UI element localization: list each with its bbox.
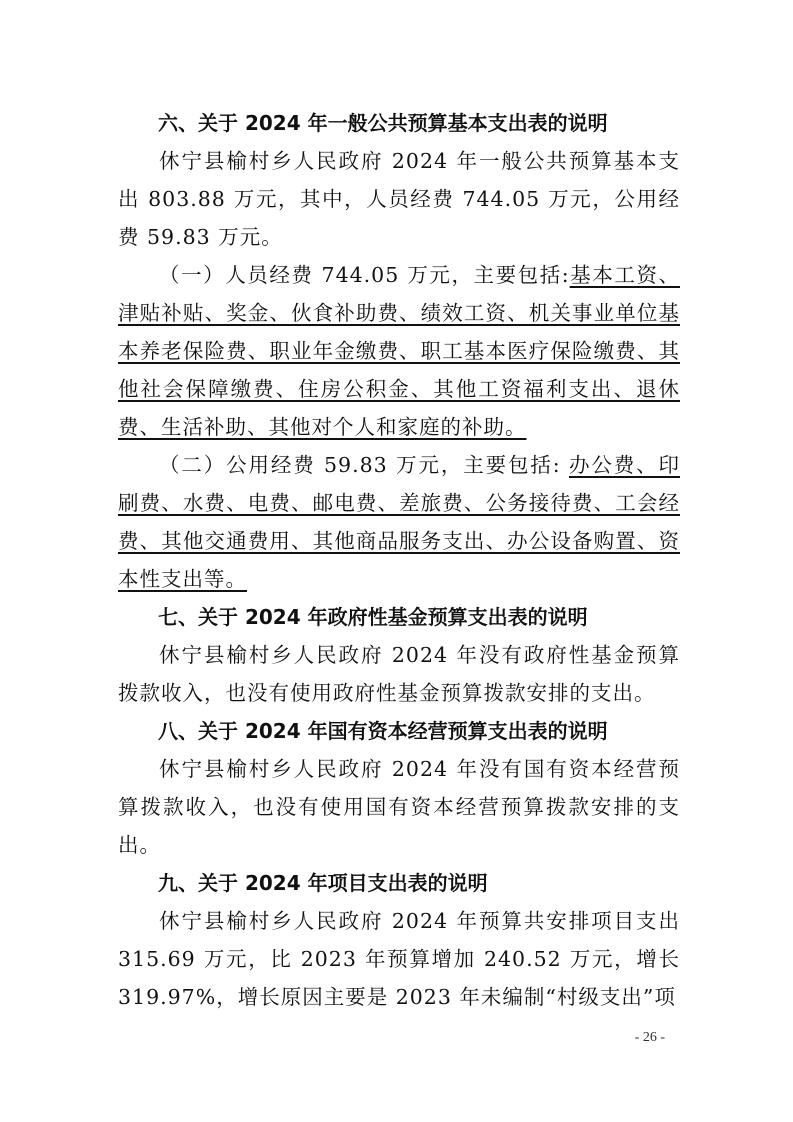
- personnel-expenses-items: 基本工资、津贴补贴、奖金、伙食补助费、绩效工资、机关事业单位基本养老保险费、职业年金缴费、职工基本医疗保险缴费、其他社会保障缴费、住房公积金、其他工资福利支出、退休费、生活补助、其他对个人和家庭的补助。: [118, 263, 681, 439]
- section-7-paragraph: 休宁县榆村乡人民政府 2024 年没有政府性基金预算拨款收入，也没有使用政府性基金预算拨款安排的支出。: [118, 643, 680, 705]
- section-8-paragraph: 休宁县榆村乡人民政府 2024 年没有国有资本经营预算拨款收入，也没有使用国有资本经营预算拨款安排的支出。: [118, 757, 680, 857]
- section-6-heading: 六、关于 2024 年一般公共预算基本支出表的说明: [158, 111, 608, 135]
- document-body: [118, 104, 680, 1016]
- section-9-heading: 九、关于 2024 年项目支出表的说明: [158, 871, 488, 895]
- page-number: - 26 -: [634, 1030, 665, 1045]
- section-7-heading: 七、关于 2024 年政府性基金预算支出表的说明: [158, 605, 588, 629]
- section-8-heading: 八、关于 2024 年国有资本经营预算支出表的说明: [158, 719, 608, 743]
- public-expenses-paragraph: [118, 446, 680, 598]
- public-expenses-intro: （二）公用经费 59.83 万元，主要包括:: [159, 453, 569, 477]
- public-expenses-items: 办公费、印刷费、水费、电费、邮电费、差旅费、公务接待费、工会经费、其他交通费用、其他商品服务支出、办公设备购置、资本性支出等。: [118, 453, 680, 591]
- personnel-expenses-intro: （一）人员经费 744.05 万元，主要包括:: [159, 263, 570, 287]
- section-6-paragraph: 休宁县榆村乡人民政府 2024 年一般公共预算基本支出 803.88 万元，其中，人员经费 744.05 万元，公用经费 59.83 万元。: [118, 149, 680, 249]
- personnel-expenses-paragraph: [118, 256, 680, 446]
- section-9-paragraph: 休宁县榆村乡人民政府 2024 年预算共安排项目支出 315.69 万元，比 2023 年预算增加 240.52 万元，增长 319.97%，增长原因主要是 2023 年未编制“村级支出”项: [118, 909, 680, 1009]
